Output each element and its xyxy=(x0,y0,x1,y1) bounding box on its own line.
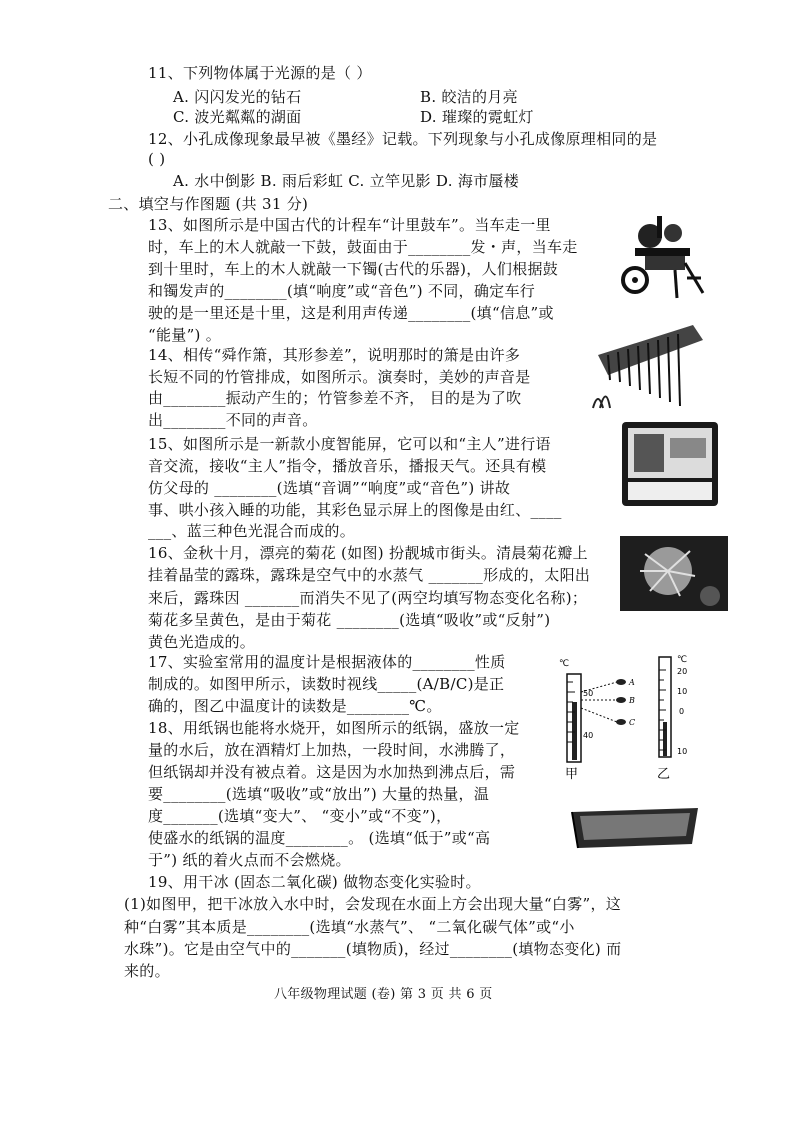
q19-part1-line-3: 水珠”)。它是由空气中的_______(填物质)，经过________(填物态变化) 而 xyxy=(124,940,622,958)
q18-line-6: 使盛水的纸锅的温度________。 (选填“低于”或“高 xyxy=(148,829,491,847)
q18-line-4: 要________(选填“吸收”或“放出”) 大量的热量，温 xyxy=(148,785,490,803)
q19-part1-line-2: 种“白雾”其本质是________(选填“水蒸气”、 “二氧化碳气体”或“小 xyxy=(124,918,575,936)
q15-line-2: 音交流，接收“主人”指令，播放音乐，播报天气。还具有模 xyxy=(148,457,547,475)
q18-line-5: 度_______(选填“变大”、 “变小”或“不变”)， xyxy=(148,807,452,825)
q19-part1-line-4: 来的。 xyxy=(124,962,170,980)
chrysanthemum-figure xyxy=(620,536,728,611)
q17-line-1: 17、实验室常用的温度计是根据液体的________性质 xyxy=(148,653,506,671)
q19-stem: 19、用干冰 (固态二氧化碳) 做物态变化实验时。 xyxy=(148,873,481,891)
thermometer-caption-left: 甲 xyxy=(565,767,579,782)
q11-option-a: A. 闪闪发光的钻石 xyxy=(173,88,302,106)
q11-option-c: C. 波光粼粼的湖面 xyxy=(173,108,302,126)
thermometer-tick-minus-10: 10 xyxy=(677,747,688,756)
q16-line-4: 菊花多呈黄色，是由于菊花 ________(选填“吸收”或“反射”) xyxy=(148,611,551,629)
sightline-label-a: A xyxy=(629,678,635,687)
thermometer-tick-10: 10 xyxy=(677,687,688,696)
q12-stem: 12、小孔成像现象最早被《墨经》记载。下列现象与小孔成像原理相同的是 xyxy=(148,130,658,148)
q16-line-5: 黄色光造成的。 xyxy=(148,633,256,651)
q14-line-4: 出________不同的声音。 xyxy=(148,411,318,429)
sightline-label-b: B xyxy=(629,696,635,705)
q14-line-2: 长短不同的竹管排成，如图所示。演奏时，美妙的声音是 xyxy=(148,368,531,386)
thermometer-tick-20: 20 xyxy=(677,667,688,676)
thermometer-tick-50: 50 xyxy=(583,689,594,698)
q12-options: A. 水中倒影 B. 雨后彩虹 C. 立竿见影 D. 海市蜃楼 xyxy=(173,172,520,190)
q15-line-4: 事、哄小孩入睡的功能，其彩色显示屏上的图像是由红、____ xyxy=(148,501,562,519)
sightline-label-c: C xyxy=(629,718,636,727)
q13-line-5: 驶的是一里还是十里，这是利用声传递________(填“信息”或 xyxy=(148,304,554,322)
q16-line-1: 16、金秋十月，漂亮的菊花 (如图) 扮靓城市街头。清晨菊花瓣上 xyxy=(148,544,588,562)
q18-line-2: 量的水后，放在酒精灯上加热，一段时间，水沸腾了， xyxy=(148,741,516,759)
q17-line-3: 确的，图乙中温度计的读数是________℃。 xyxy=(148,697,442,715)
q15-line-5: ___、蓝三种色光混合而成的。 xyxy=(148,522,356,540)
q11-option-d: D. 璀璨的霓虹灯 xyxy=(420,108,534,126)
q15-line-1: 15、如图所示是一新款小度智能屏，它可以和“主人”进行语 xyxy=(148,435,551,453)
thermometer-tick-40: 40 xyxy=(583,731,594,740)
q18-line-3: 但纸锅却并没有被点着。这是因为水加热到沸点后，需 xyxy=(148,763,516,781)
q16-line-2: 挂着晶莹的露珠，露珠是空气中的水蒸气 _______形成的，太阳出 xyxy=(148,566,591,584)
q13-line-3: 到十里时，车上的木人就敲一下镯(古代的乐器)，人们根据鼓 xyxy=(148,260,559,278)
thermometer-tick-0: 0 xyxy=(679,707,685,716)
q16-line-3: 来后，露珠因 _______而消失不见了(两空均填写物态变化名称)； xyxy=(148,589,588,607)
q13-line-4: 和镯发声的________(填“响度”或“音色”) 不同，确定车行 xyxy=(148,282,536,300)
section-heading: 二、填空与作图题 (共 31 分) xyxy=(108,195,309,213)
thermometer-caption-right: 乙 xyxy=(657,767,671,782)
thermometer-unit-right: ℃ xyxy=(677,655,688,665)
q18-line-1: 18、用纸锅也能将水烧开，如图所示的纸锅，盛放一定 xyxy=(148,719,520,737)
q13-line-1: 13、如图所示是中国古代的计程车“计里鼓车”。当车走一里 xyxy=(148,216,551,234)
q14-line-1: 14、相传“舜作箫，其形参差”，说明那时的箫是由许多 xyxy=(148,346,521,364)
q18-line-7: 于”) 纸的着火点而不会燃烧。 xyxy=(148,851,351,869)
q19-part1-line-1: (1)如图甲，把干冰放入水中时，会发现在水面上方会出现大量“白雾”，这 xyxy=(124,895,622,913)
drum-cart-figure xyxy=(615,208,710,303)
q13-line-6: “能量”) 。 xyxy=(148,326,222,344)
q17-line-2: 制成的。如图甲所示，读数时视线_____(A/B/C)是正 xyxy=(148,675,505,693)
thermometer-figure xyxy=(555,652,705,782)
page-footer: 八年级物理试题 (卷) 第 3 页 共 6 页 xyxy=(274,987,493,1002)
smart-display-figure xyxy=(620,420,720,508)
q12-answer-paren: ( ) xyxy=(148,150,166,168)
paper-pot-figure xyxy=(568,804,703,854)
q15-line-3: 仿父母的 ________(选填“音调”“响度”或“音色”) 讲故 xyxy=(148,479,511,497)
pan-flute-figure xyxy=(588,320,708,410)
thermometer-unit-left: ℃ xyxy=(559,659,570,669)
q13-line-2: 时，车上的木人就敲一下鼓，鼓面由于________发・声，当车走 xyxy=(148,238,578,256)
q14-line-3: 由________振动产生的；竹管参差不齐， 目的是为了吹 xyxy=(148,389,522,407)
q11-option-b: B. 皎洁的月亮 xyxy=(420,88,518,106)
q11-stem: 11、下列物体属于光源的是（ ） xyxy=(148,64,372,82)
